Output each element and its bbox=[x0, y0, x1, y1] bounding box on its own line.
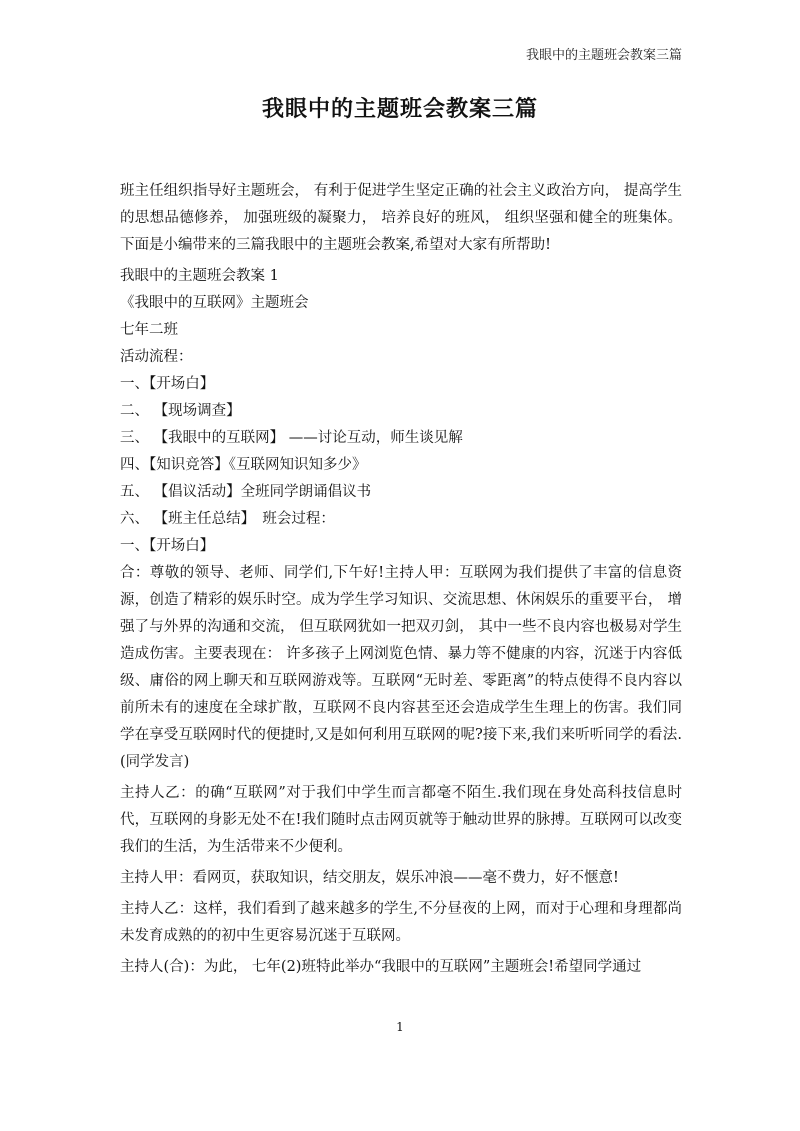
process-step-5: 五、 【倡议活动】全班同学朗诵倡议书 bbox=[120, 484, 372, 500]
process-heading: 活动流程： bbox=[120, 349, 193, 365]
process-step-4: 四、【知识竞答】《互联网知识知多少》 bbox=[120, 457, 367, 473]
section-opening: 一、【开场白】 bbox=[120, 538, 215, 554]
page-title: 我眼中的主题班会教案三篇 bbox=[261, 96, 538, 122]
process-step-2: 二、 【现场调查】 bbox=[120, 403, 241, 419]
process-step-1: 一、【开场白】 bbox=[120, 376, 215, 392]
dialogue-paragraph: 主持人甲：看网页，获取知识，结交朋友，娱乐冲浪——毫不费力，好不惬意! bbox=[120, 870, 619, 886]
intro-paragraph: 班主任组织指导好主题班会， 有利于促进学生坚定正确的社会主义政治方向， 提高学生的思想品德修养， 加强班级的凝聚力， 培养良好的班风， 组织坚强和健全的班集体。下面是小编带来的三篇我眼中的主题班会教案,希望对大家有所帮助! bbox=[120, 183, 682, 253]
dialogue-paragraph: 主持人乙：这样，我们看到了越来越多的学生,不分昼夜的上网，而对于心理和身理都尚未发育成熟的的初中生更容易沉迷于互联网。 bbox=[120, 901, 682, 944]
page-number: 1 bbox=[396, 1020, 404, 1034]
meeting-theme: 《我眼中的互联网》主题班会 bbox=[120, 295, 309, 311]
dialogue-paragraph: 主持人(合)：为此， 七年(2)班特此举办“我眼中的互联网”主题班会!希望同学通过 bbox=[120, 959, 642, 975]
document-body bbox=[120, 178, 682, 985]
running-header: 我眼中的主题班会教案三篇 bbox=[525, 48, 682, 63]
dialogue-paragraph: 主持人乙：的确“互联网”对于我们中学生而言都毫不陌生.我们现在身处高科技信息时代，互联网的身影无处不在!我们随时点击网页就等于触动世界的脉搏。互联网可以改变我们的生活，为生活带来不少便利。 bbox=[120, 785, 682, 855]
process-step-6: 六、 【班主任总结】 班会过程： bbox=[120, 511, 335, 527]
process-step-3: 三、 【我眼中的互联网】 ——讨论互动，师生谈见解 bbox=[120, 430, 463, 446]
class-name: 七年二班 bbox=[120, 322, 178, 338]
lesson-heading: 我眼中的主题班会教案 1 bbox=[120, 268, 279, 284]
dialogue-paragraph: 合：尊敬的领导、老师、同学们,下午好!主持人甲：互联网为我们提供了丰富的信息资源，创造了精彩的娱乐时空。成为学生学习知识、交流思想、休闲娱乐的重要平台， 增强了与外界的沟通和交流， 但互联网犹如一把双刃剑， 其中一些不良内容也极易对学生造成伤害。主要表现在： 许多孩子上网浏览色情、暴力等不健康的内容，沉迷于内容低级、庸俗的网上聊天和互联网游戏等。互联网“无时差、零距离”的特点使得不良内容以前所未有的速度在全球扩散，互联网不良内容甚至还会造成学生生理上的伤害。我们同学在享受互联网时代的便捷时,又是如何利用互联网的呢?接下来,我们来听听同学的看法.(同学发言) bbox=[120, 565, 682, 770]
